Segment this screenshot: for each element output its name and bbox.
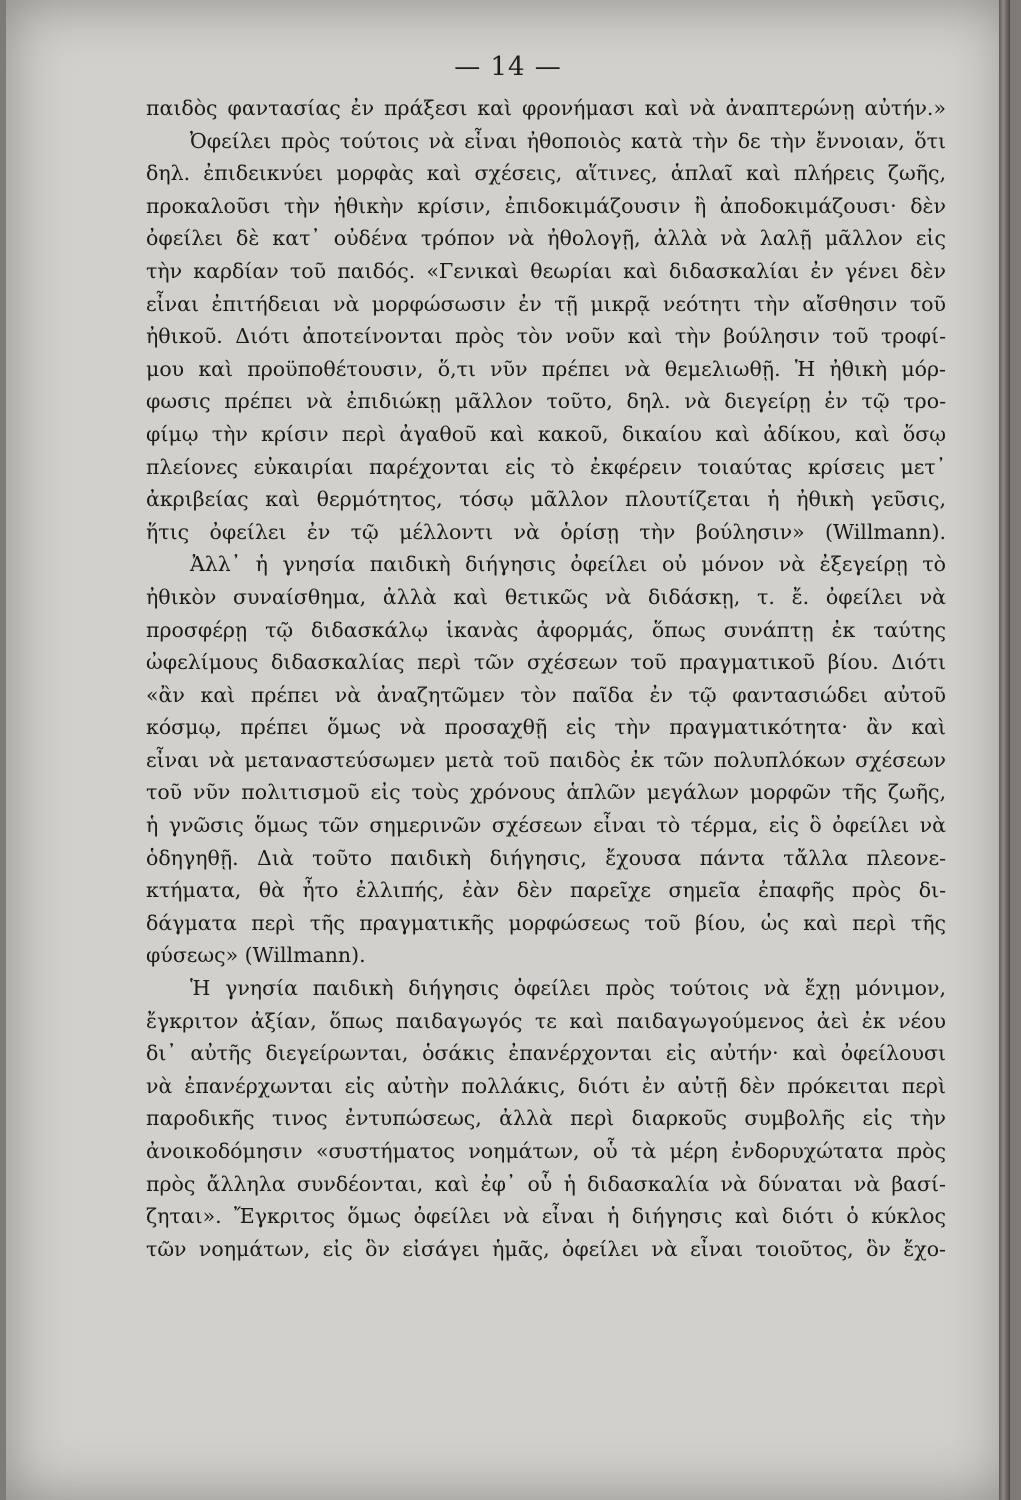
text-line: ἔγκριτον ἀξίαν, ὅπως παιδαγωγός τε καὶ παιδαγωγούμενος ἀεὶ ἐκ νέου xyxy=(146,1008,946,1033)
text-line: εἶναι νὰ μεταναστεύσωμεν μετὰ τοῦ παιδὸς ἐκ τῶν πολυπλόκων σχέσεων xyxy=(146,747,946,772)
text-line: φίμῳ τὴν κρίσιν περὶ ἀγαθοῦ καὶ κακοῦ, δικαίου καὶ ἀδίκου, καὶ ὅσῳ xyxy=(146,421,946,446)
text-line: ζηται». Ἔγκριτος ὅμως ὀφείλει νὰ εἶναι ἡ διήγησις καὶ διότι ὁ κύκλος xyxy=(146,1204,946,1229)
text-line: εἶναι ἐπιτήδειαι νὰ μορφώσωσιν ἐν τῇ μικρᾷ νεότητι τὴν αἴσθησιν τοῦ xyxy=(146,291,946,316)
text-line: ἠθικὸν συναίσθημα, ἀλλὰ καὶ θετικῶς νὰ διδάσκῃ, τ. ἔ. ὀφείλει νὰ xyxy=(146,584,946,609)
text-line: ὀφείλει δὲ κατ᾽ οὐδένα τρόπον νὰ ἠθολογῇ, ἀλλὰ νὰ λαλῇ μᾶλλον εἰς xyxy=(146,226,946,251)
text-line: ἀνοικοδόμησιν «συστήματος νοημάτων, οὗ τὰ μέρη ἐνδορυχώτατα πρὸς xyxy=(146,1139,946,1163)
text-line: ἡ γνῶσις ὅμως τῶν σημερινῶν σχέσεων εἶναι τὸ τέρμα, εἰς ὃ ὀφείλει νὰ xyxy=(146,813,946,838)
text-line: τὴν καρδίαν τοῦ παιδός. «Γενικαὶ θεωρίαι καὶ διδασκαλίαι ἐν γένει δὲν xyxy=(146,258,946,283)
text-line: παροδικῆς τινος ἐντυπώσεως, ἀλλὰ περὶ διαρκοῦς συμβολῆς εἰς τὴν xyxy=(146,1106,946,1131)
text-line: Ἡ γνησία παιδικὴ διήγησις ὀφείλει πρὸς τούτοις νὰ ἔχῃ μόνιμον, xyxy=(190,976,946,1001)
text-line: ὠφελίμους διδασκαλίας περὶ τῶν σχέσεων τοῦ πραγματικοῦ βίου. Διότι xyxy=(146,650,946,675)
book-page xyxy=(6,0,1010,1500)
text-line: μου καὶ προϋποθέτουσιν, ὅ,τι νῦν πρέπει νὰ θεμελιωθῇ. Ἡ ἠθικὴ μόρ- xyxy=(146,356,946,381)
text-line: κόσμῳ, πρέπει ὅμως νὰ προσαχθῇ εἰς τὴν πραγματικότητα· ἂν καὶ xyxy=(146,715,946,740)
text-line: δηλ. ἐπιδεικνύει μορφὰς καὶ σχέσεις, αἵτινες, ἁπλαῖ καὶ πλήρεις ζωῆς, xyxy=(146,161,946,186)
text-line: φωσις πρέπει νὰ ἐπιδιώκῃ μᾶλλον τοῦτο, δηλ. νὰ διεγείρῃ ἐν τῷ τρο- xyxy=(146,389,946,414)
text-line: τῶν νοημάτων, εἰς ὃν εἰσάγει ἡμᾶς, ὀφείλει νὰ εἶναι τοιοῦτος, ὃν ἔχο- xyxy=(146,1236,946,1261)
page-number: — 14 — xyxy=(454,52,562,82)
text-line: κτήματα, θὰ ἦτο ἐλλιπής, ἐὰν δὲν παρεῖχε σημεῖα ἐπαφῆς πρὸς δι- xyxy=(146,878,946,903)
text-line: ἥτις ὀφείλει ἐν τῷ μέλλοντι νὰ ὁρίσῃ τὴν βούλησιν» (Willmann). xyxy=(146,519,946,544)
text-line: «ἂν καὶ πρέπει νὰ ἀναζητῶμεν τὸν παῖδα ἐν τῷ φαντασιώδει αὐτοῦ xyxy=(146,682,946,707)
text-line: δι᾽ αὐτῆς διεγείρωνται, ὁσάκις ἐπανέρχονται εἰς αὐτήν· καὶ ὀφείλουσι xyxy=(146,1041,946,1066)
text-line: προκαλοῦσι τὴν ἠθικὴν κρίσιν, ἐπιδοκιμάζουσιν ἢ ἀποδοκιμάζουσι· δὲν xyxy=(146,193,946,218)
page-edge xyxy=(999,0,1010,1500)
page-text xyxy=(146,92,946,1265)
text-line: ἠθικοῦ. Διότι ἀποτείνονται πρὸς τὸν νοῦν καὶ τὴν βούλησιν τοῦ τροφί- xyxy=(146,324,946,349)
text-line: παιδὸς φαντασίας ἐν πράξεσι καὶ φρονήμασι καὶ νὰ ἀναπτερώνῃ αὐτήν.» xyxy=(146,96,946,120)
text-line: δάγματα περὶ τῆς πραγματικῆς μορφώσεως τοῦ βίου, ὡς καὶ περὶ τῆς xyxy=(146,910,946,935)
text-line: προσφέρῃ τῷ διδασκάλῳ ἱκανὰς ἀφορμάς, ὅπως συνάπτῃ ἐκ ταύτης xyxy=(146,617,946,642)
text-line: φύσεως» (Willmann). xyxy=(146,943,366,968)
text-line: τοῦ νῦν πολιτισμοῦ εἰς τοὺς χρόνους ἁπλῶν μεγάλων μορφῶν τῆς ζωῆς, xyxy=(146,780,946,805)
text-line: νὰ ἐπανέρχωνται εἰς αὐτὴν πολλάκις, διότι ἐν αὐτῇ δὲν πρόκειται περὶ xyxy=(146,1073,946,1098)
text-line: ἀκριβείας καὶ θερμότητος, τόσῳ μᾶλλον πλουτίζεται ἡ ἠθικὴ γεῦσις, xyxy=(146,487,946,512)
text-line: πρὸς ἄλληλα συνδέονται, καὶ ἐφ᾽ οὗ ἡ διδασκαλία νὰ δύναται νὰ βασί- xyxy=(146,1171,946,1196)
text-line: ὁδηγηθῇ. Διὰ τοῦτο παιδικὴ διήγησις, ἔχουσα πάντα τἄλλα πλεονε- xyxy=(146,845,946,870)
text-line: πλείονες εὐκαιρίαι παρέχονται εἰς τὸ ἐκφέρειν τοιαύτας κρίσεις μετ᾽ xyxy=(146,454,946,479)
text-line: Ἀλλ᾽ ἡ γνησία παιδικὴ διήγησις ὀφείλει οὐ μόνον νὰ ἐξεγείρῃ τὸ xyxy=(190,552,946,577)
text-line: Ὀφείλει πρὸς τούτοις νὰ εἶναι ἠθοποιὸς κατὰ τὴν δε τὴν ἔννοιαν, ὅτι xyxy=(190,128,946,153)
